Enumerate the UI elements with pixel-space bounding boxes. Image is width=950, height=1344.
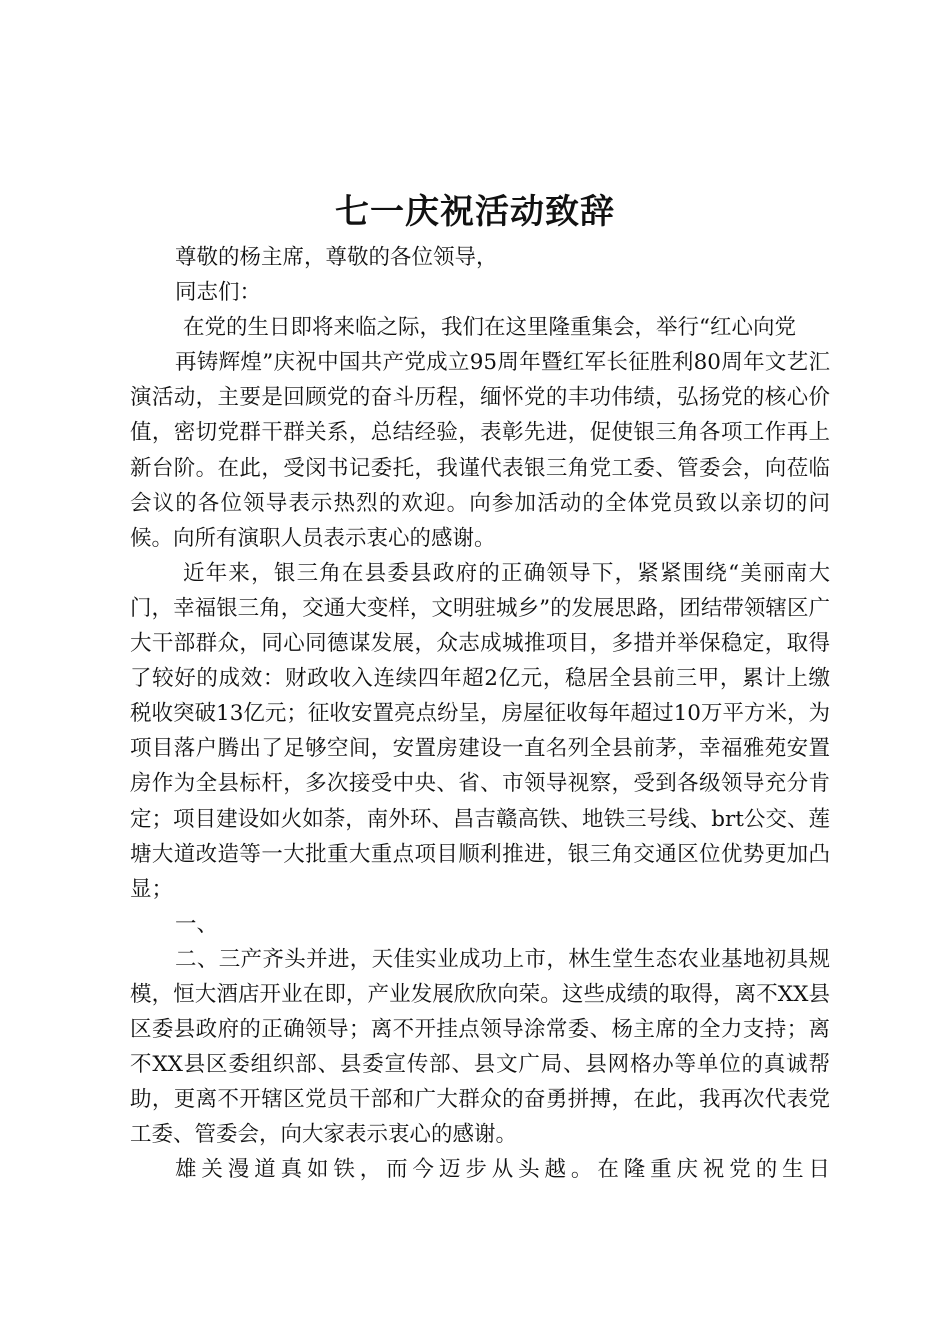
body-paragraph: 再铸辉煌”庆祝中国共产党成立95周年暨红军长征胜利80周年文艺汇演活动，主要是回顾党的奋斗历程，缅怀党的丰功伟绩，弘扬党的核心价值，密切党群干群关系，总结经验，表彰先进，促使银三角各项工作再上新台阶。在此，受闵书记委托，我谨代表银三角党工委、管委会，向莅临会议的各位领导表示热烈的欢迎。向参加活动的全体党员致以亲切的问候。向所有演职人员表示衷心的感谢。 bbox=[130, 350, 830, 551]
salutation-line: 同志们： bbox=[175, 280, 262, 306]
body-paragraph: 二、三产齐头并进，天佳实业成功上市，林生堂生态农业基地初具规模，恒大酒店开业在即，产业发展欣欣向荣。这些成绩的取得，离不XX县区委县政府的正确领导；离不开挂点领导涂常委、杨主席的全力支持；离不XX县区委组织部、县委宣传部、县文广局、县网格办等单位的真诚帮助，更离不开辖区党员干部和广大群众的奋勇拼搏，在此，我再次代表党工委、管委会，向大家表示衷心的感谢。 bbox=[130, 946, 830, 1148]
salutation-line: 尊敬的杨主席，尊敬的各位领导， bbox=[175, 245, 498, 270]
body-paragraph: 在党的生日即将来临之际，我们在这里隆重集会，举行“红心向党 bbox=[183, 315, 796, 341]
document-title: 七一庆祝活动致辞 bbox=[335, 192, 615, 232]
body-paragraph: 雄关漫道真如铁，而今迈步从头越。在隆重庆祝党的生日 bbox=[175, 1157, 830, 1183]
body-paragraph: 一、 bbox=[175, 911, 219, 937]
document-body bbox=[130, 240, 830, 1188]
body-paragraph: 近年来，银三角在县委县政府的正确领导下，紧紧围绕“美丽南大门，幸福银三角，交通大变样，文明驻城乡”的发展思路，团结带领辖区广大干部群众，同心同德谋发展，众志成城推项目，多措并举保稳定，取得了较好的成效：财政收入连续四年超2亿元，稳居全县前三甲，累计上缴税收突破13亿元；征收安置亮点纷呈，房屋征收每年超过10万平方米，为项目落户腾出了足够空间，安置房建设一直名列全县前茅，幸福雅苑安置房作为全县标杆，多次接受中央、省、市领导视察，受到各级领导充分肯定；项目建设如火如荼，南外环、昌吉赣高铁、地铁三号线、brt公交、莲塘大道改造等一大批重大重点项目顺利推进，银三角交通区位优势更加凸显； bbox=[130, 560, 830, 902]
